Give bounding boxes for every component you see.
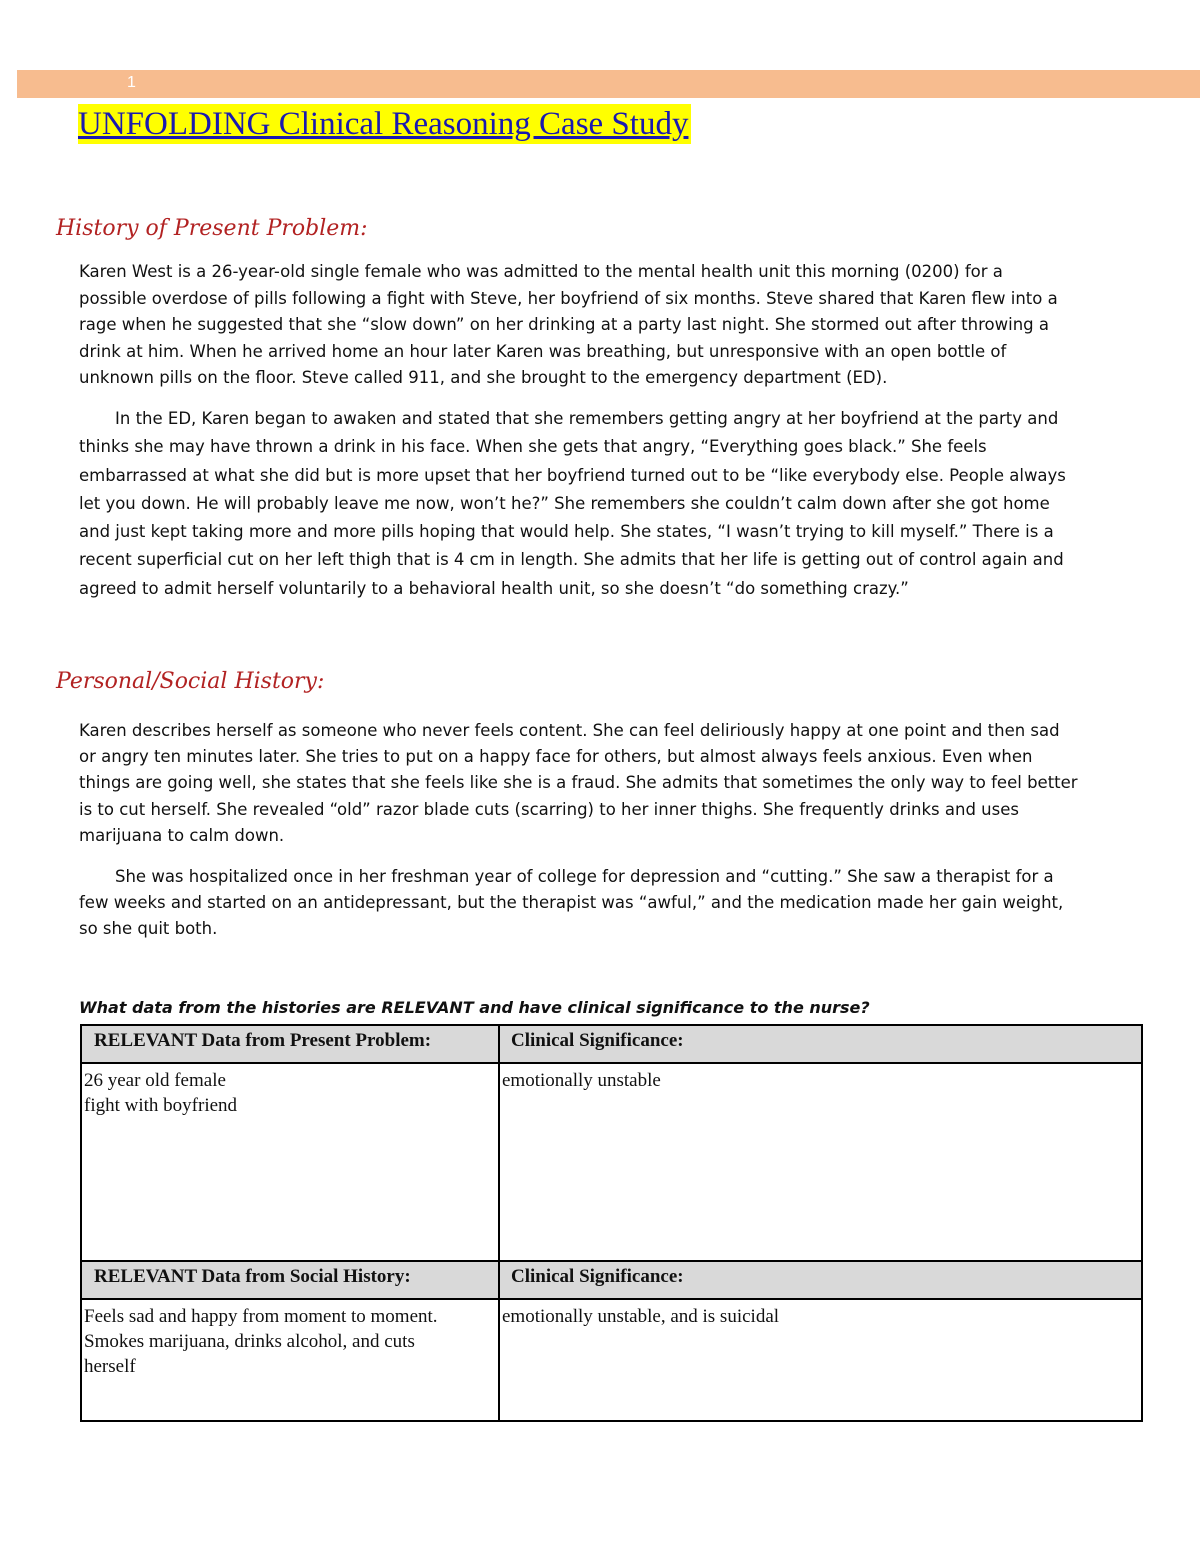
table-row	[81, 1063, 1142, 1261]
text-line: thinks she may have thrown a drink in his face. When she gets that angry, “Everything goes black.” She feels	[79, 437, 987, 457]
history-paragraph-2	[79, 405, 1139, 603]
social-paragraph-2	[79, 864, 1139, 942]
text-line: drink at him. When he arrived home an hour later Karen was breathing, but unresponsive with an open bottle of	[79, 341, 1007, 361]
social-heading: Personal/Social History:	[56, 669, 325, 694]
text-line: is to cut herself. She revealed “old” razor blade cuts (scarring) to her inner thighs. She frequently drinks and uses	[79, 799, 1019, 819]
present-significance-cell[interactable]: emotionally unstable	[499, 1063, 1142, 1261]
relevance-question: What data from the histories are RELEVANT and have clinical significance to the nurse?	[79, 998, 870, 1017]
table-row	[81, 1299, 1142, 1421]
text-line: or angry ten minutes later. She tries to put on a happy face for others, but almost always feels anxious. Even when	[79, 747, 1033, 767]
table-header-row	[81, 1025, 1142, 1063]
significance-header: Clinical Significance:	[499, 1025, 1142, 1063]
present-data-cell[interactable]	[81, 1063, 499, 1261]
cell-line: fight with boyfriend	[84, 1095, 238, 1116]
document-title: UNFOLDING Clinical Reasoning Case Study	[78, 104, 691, 144]
text-line: agreed to admit herself voluntarily to a behavioral health unit, so she doesn’t “do something crazy.”	[79, 578, 909, 598]
text-line: rage when he suggested that she “slow down” on her drinking at a party last night. She stormed out after throwing a	[79, 315, 1049, 334]
social-significance-cell[interactable]: emotionally unstable, and is suicidal	[499, 1299, 1142, 1421]
text-line: so she quit both.	[79, 919, 218, 938]
text-line: Karen West is a 26-year-old single female who was admitted to the mental health unit this morning (0200) for a	[79, 262, 1003, 281]
present-data-header: RELEVANT Data from Present Problem:	[81, 1025, 499, 1063]
history-paragraph-1	[79, 259, 1139, 392]
text-line: possible overdose of pills following a fight with Steve, her boyfriend of six months. Steve shared that Karen flew into a	[79, 288, 1058, 308]
cell-line: 26 year old female	[84, 1070, 226, 1091]
text-line: let you down. He will probably leave me now, won’t he?” She remembers she couldn’t calm down after she got home	[79, 493, 1050, 513]
social-paragraph-1	[79, 718, 1139, 849]
page-header-band	[17, 70, 1200, 98]
table-header-row	[81, 1261, 1142, 1299]
text-line: Karen describes herself as someone who never feels content. She can feel deliriously happy at one point and then sad	[79, 721, 1060, 740]
cell-line: Smokes marijuana, drinks alcohol, and cuts	[84, 1331, 415, 1352]
text-line: things are going well, she states that she feels like she is a fraud. She admits that sometimes the only way to feel better	[79, 773, 1078, 793]
relevant-data-table	[80, 1024, 1143, 1422]
text-line: and just kept taking more and more pills hoping that would help. She states, “I wasn’t trying to kill myself.” There is a	[79, 522, 1054, 542]
text-line: embarrassed at what she did but is more upset that her boyfriend turned out to be “like everybody else. People always	[79, 465, 1066, 485]
social-data-cell[interactable]	[81, 1299, 499, 1421]
text-line: marijuana to calm down.	[79, 825, 285, 845]
cell-line: Feels sad and happy from moment to moment.	[84, 1306, 438, 1327]
social-significance-header: Clinical Significance:	[499, 1261, 1142, 1299]
social-data-header: RELEVANT Data from Social History:	[81, 1261, 499, 1299]
text-line: She was hospitalized once in her freshman year of college for depression and “cutting.” She saw a therapist for a	[115, 867, 1054, 886]
text-line: In the ED, Karen began to awaken and stated that she remembers getting angry at her boyfriend at the party and	[115, 409, 1059, 428]
text-line: unknown pills on the floor. Steve called 911, and she brought to the emergency department (ED).	[79, 368, 888, 387]
cell-line: herself	[84, 1356, 136, 1377]
page-number: 1	[127, 74, 136, 91]
history-heading: History of Present Problem:	[56, 216, 368, 241]
text-line: few weeks and started on an antidepressant, but the therapist was “awful,” and the medication made her gain weight,	[79, 893, 1064, 912]
text-line: recent superficial cut on her left thigh that is 4 cm in length. She admits that her life is getting out of control again and	[79, 550, 1064, 570]
